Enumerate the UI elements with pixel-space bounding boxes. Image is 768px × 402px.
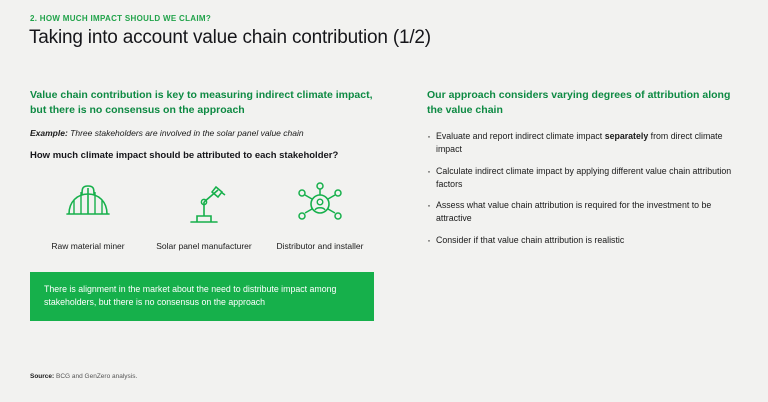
stakeholder-row [30, 175, 380, 252]
left-heading: Value chain contribution is key to measuring indirect climate impact, but there is no consensus on the approach [30, 89, 373, 117]
distribution-network-icon [262, 175, 378, 231]
bullet-text-cont: from direct climate impact [436, 131, 723, 155]
bullet-text: Evaluate and report indirect climate impact [436, 131, 605, 142]
bullet-item [427, 234, 737, 247]
page-title: Taking into account value chain contribution (1/2) [29, 27, 431, 48]
source-label: Source: [30, 373, 55, 380]
bullet-text: Calculate indirect climate impact by applying different value chain attribution factors [436, 165, 732, 189]
bullet-item [427, 199, 737, 225]
stakeholder-item [146, 175, 262, 252]
stakeholder-item [262, 175, 378, 252]
example-text: Three stakeholders are involved in the solar panel value chain [67, 128, 304, 139]
right-heading: Our approach considers varying degrees of attribution along the value chain [427, 89, 731, 117]
stakeholder-label: Raw material miner [51, 241, 125, 252]
right-column [427, 88, 737, 256]
example-line [30, 128, 380, 138]
bullet-item [427, 130, 737, 156]
left-column [30, 88, 380, 253]
bullet-text: Consider if that value chain attribution is realistic [436, 234, 625, 245]
section-eyebrow: 2. HOW MUCH IMPACT SHOULD WE CLAIM? [30, 14, 212, 23]
hard-hat-icon [30, 175, 146, 231]
example-label: Example: [30, 128, 68, 139]
attribution-question: How much climate impact should be attributed to each stakeholder? [30, 150, 339, 162]
robotic-arm-icon [146, 175, 262, 231]
bullet-item [427, 165, 737, 191]
source-note [30, 373, 137, 380]
stakeholder-item [30, 175, 146, 252]
callout-banner: There is alignment in the market about the need to distribute impact among stakeholders, but there is no consensus on the approach [30, 272, 374, 321]
bullet-text: Assess what value chain attribution is required for the investment to be attractive [436, 200, 712, 224]
stakeholder-label: Solar panel manufacturer [156, 241, 252, 252]
bullet-emphasis: separately [604, 131, 649, 142]
source-text: BCG and GenZero analysis. [54, 373, 138, 380]
stakeholder-label: Distributor and installer [276, 241, 364, 252]
